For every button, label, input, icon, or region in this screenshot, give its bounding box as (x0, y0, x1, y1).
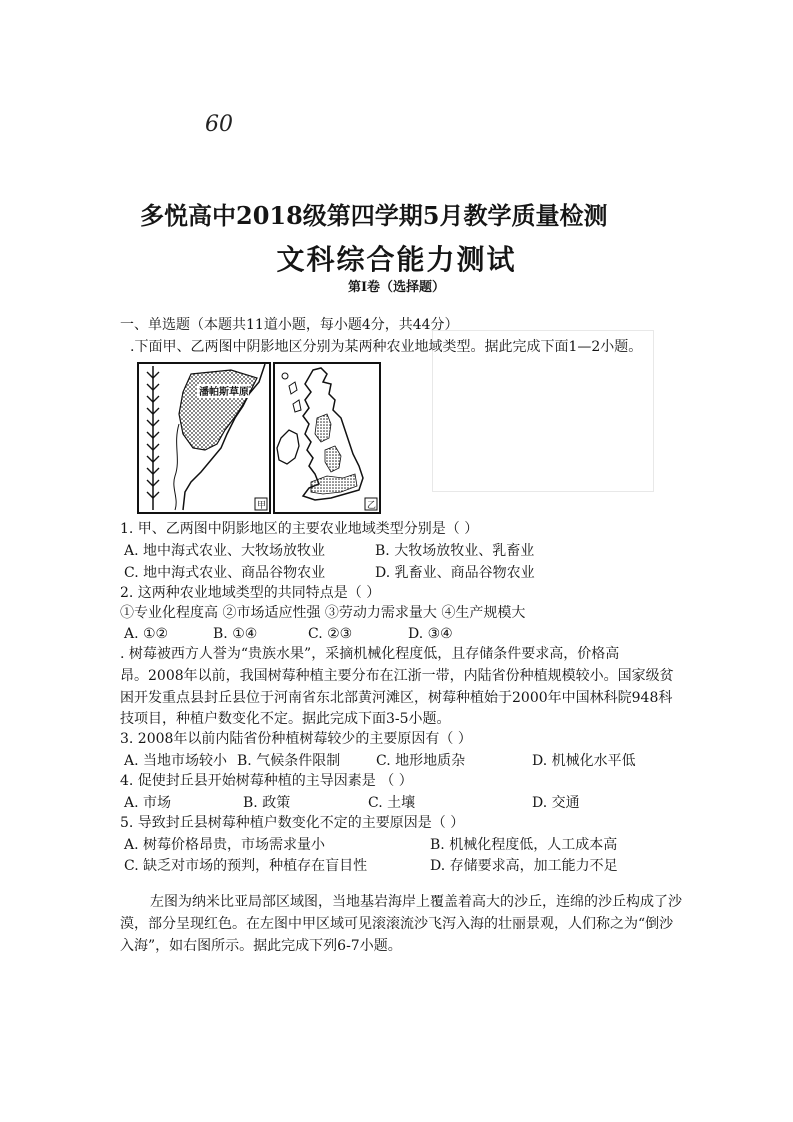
passage-6-7-line-3: 入海”，如右图所示。据此完成下列6-7小题。 (120, 938, 402, 954)
q5-option-b: B. 机械化程度低，人工成本高 (430, 837, 618, 853)
q1-option-c: C. 地中海式农业、商品谷物农业 (124, 565, 326, 581)
map-a-corner: 甲 (257, 501, 267, 511)
q3-option-c: C. 地形地质杂 (376, 753, 466, 769)
map-b (273, 362, 381, 514)
q1-option-b: B. 大牧场放牧业、乳畜业 (375, 543, 535, 559)
q2-option-b: B. ①④ (213, 626, 258, 642)
q1-option-d: D. 乳畜业、商品谷物农业 (375, 565, 535, 581)
exam-title: 多悦高中2018级第四学期5月教学质量检测 (140, 201, 608, 230)
q3-option-a: A. 当地市场较小 (124, 753, 228, 769)
q5-option-d: D. 存储要求高，加工能力不足 (430, 858, 618, 874)
q4-option-c: C. 土壤 (368, 795, 416, 811)
intro-1-2: .下面甲、乙两图中阴影地区分别为某两种农业地域类型。据此完成下面1—2小题。 (130, 339, 643, 355)
q3-option-b: B. 气候条件限制 (237, 753, 341, 769)
q5-option-a: A. 树莓价格昂贵，市场需求量小 (124, 837, 326, 853)
q4-option-a: A. 市场 (124, 795, 172, 811)
q1-stem: 1. 甲、乙两图中阴影地区的主要农业地域类型分别是（ ） (120, 521, 479, 537)
q2-option-d: D. ③④ (408, 626, 453, 642)
q3-stem: 3. 2008年以前内陆省份种植树莓较少的主要原因有（ ） (120, 731, 472, 747)
passage-3-5-line-1: . 树莓被西方人誉为“贵族水果”，采摘机械化程度低，且存储条件要求高，价格高 (120, 646, 620, 662)
q2-stem: 2. 这两种农业地域类型的共同特点是（ ） (120, 585, 381, 601)
map-a-drawing (139, 364, 269, 512)
map-b-corner: 乙 (367, 501, 377, 511)
q2-option-c: C. ②③ (308, 626, 353, 642)
q4-stem: 4. 促使封丘县开始树莓种植的主导因素是 （ ） (120, 773, 413, 789)
passage-3-5-line-4: 技项目，种植户数变化不定。据此完成下面3-5小题。 (120, 711, 451, 727)
passage-3-5-line-2: 昂。2008年以前，我国树莓种植主要分布在江浙一带，内陆省份种植规模较小。国家级贫 (120, 668, 674, 684)
map-a-label: 潘帕斯草原 (199, 387, 249, 398)
q1-option-a: A. 地中海式农业、大牧场放牧业 (124, 543, 326, 559)
passage-3-5-line-3: 困开发重点县封丘县位于河南省东北部黄河滩区，树莓种植始于2000年中国林科院948科 (120, 690, 673, 706)
map-a (137, 362, 271, 514)
q4-option-b: B. 政策 (243, 795, 291, 811)
q5-stem: 5. 导致封丘县树莓种植户数变化不定的主要原因是（ ） (120, 815, 465, 831)
q3-option-d: D. 机械化水平低 (532, 753, 636, 769)
q5-option-c: C. 缺乏对市场的预判，种植存在盲目性 (124, 858, 368, 874)
exam-volume: 第Ⅰ卷（选择题） (347, 280, 446, 295)
map-b-drawing (275, 364, 379, 512)
section-heading: 一、单选题（本题共11道小题，每小题4分，共44分） (120, 317, 459, 333)
passage-6-7-line-1: 左图为纳米比亚局部区域图，当地基岩海岸上覆盖着高大的沙丘，连绵的沙丘构成了沙 (150, 894, 682, 910)
passage-6-7-line-2: 漠，部分呈现红色。在左图中甲区域可见滚滚流沙飞泻入海的壮丽景观，人们称之为“倒沙 (120, 916, 674, 932)
q2-option-a: A. ①② (124, 626, 169, 642)
exam-subtitle: 文科综合能力测试 (276, 243, 517, 276)
q4-option-d: D. 交通 (532, 795, 580, 811)
handwritten-score: 60 (205, 112, 233, 137)
q2-features: ①专业化程度高 ②市场适应性强 ③劳动力需求量大 ④生产规模大 (120, 605, 526, 621)
